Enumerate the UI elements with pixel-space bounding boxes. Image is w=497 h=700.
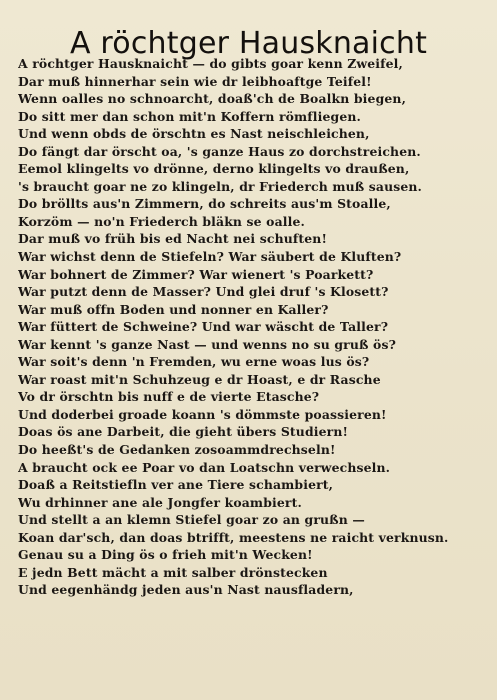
poem-line: Do bröllts aus'n Zimmern, do schreits aus'm Stoalle, (18, 196, 391, 212)
poem-line: War wichst denn de Stiefeln? War säubert de Kluften? (18, 249, 402, 265)
poem-line: Korzöm — no'n Friederch bläkn se oalle. (18, 213, 305, 229)
poem-line: Und eegenhändg jeden aus'n Nast nausfladern, (18, 582, 354, 598)
poem-body (18, 55, 490, 599)
poem-line: Genau su a Ding ös o frieh mit'n Wecken! (18, 547, 313, 563)
poem-line: Doas ös ane Darbeit, die gieht übers Studiern! (18, 424, 349, 440)
poem-line: War muß offn Boden und nonner en Kaller? (18, 301, 329, 317)
poem-line: A braucht ock ee Poar vo dan Loatschn verwechseln. (18, 459, 391, 475)
poem-line: War kennt 's ganze Nast — und wenns no su gruß ös? (18, 336, 396, 352)
poem-line: Do fängt dar örscht oa, 's ganze Haus zo dorchstreichen. (18, 143, 421, 159)
poem-line: War roast mit'n Schuhzeug e dr Hoast, e dr Rasche (18, 371, 381, 387)
poem-line: War soit's denn 'n Fremden, wu erne woas lus ös? (18, 354, 370, 370)
poem-line: Wenn oalles no schnoarcht, doaß'ch de Boalkn biegen, (18, 91, 407, 107)
poem-line: War putzt denn de Masser? Und glei druf 's Klosett? (18, 284, 389, 300)
poem-title: A röchtger Hausknaicht (69, 26, 428, 62)
poem-line: E jedn Bett mächt a mit salber drönstecken (18, 564, 328, 580)
poem-line: Doaß a Reitstiefln ver ane Tiere schambiert, (18, 477, 334, 493)
poem-line: 's braucht goar ne zo klingeln, dr Friederch muß sausen. (18, 178, 423, 194)
poem-line: Wu drhinner ane ale Jongfer koambiert. (18, 494, 302, 510)
poem-line: War füttert de Schweine? Und war wäscht de Taller? (18, 319, 389, 335)
poem-line: Do sitt mer dan schon mit'n Koffern römfliegen. (18, 108, 361, 124)
poem-line: Und doderbei groade koann 's dömmste poassieren! (18, 406, 387, 422)
poem-line: A röchtger Hausknaicht — do gibts goar kenn Zweifel, (18, 56, 403, 71)
poem-line: Vo dr örschtn bis nuff e de vierte Etasche? (18, 389, 320, 405)
poem-line: Und wenn obds de örschtn es Nast neischleichen, (18, 126, 370, 142)
poem-line: Dar muß hinnerhar sein wie dr leibhoaftge Teifel! (18, 73, 372, 89)
poem-line: War bohnert de Zimmer? War wienert 's Poarkett? (18, 266, 374, 282)
poem-line: Und stellt a an klemn Stiefel goar zo an grußn — (18, 512, 365, 528)
poem-line: Koan dar'sch, dan doas btrifft, meestens ne raicht verknusn. (18, 529, 449, 545)
poem-line: Do heeßt's de Gedanken zosoammdrechseln! (18, 442, 336, 458)
poem-line: Dar muß vo früh bis ed Nacht nei schuften! (18, 231, 328, 247)
poem-line: Eemol klingelts vo drönne, derno klingelts vo draußen, (18, 161, 410, 177)
